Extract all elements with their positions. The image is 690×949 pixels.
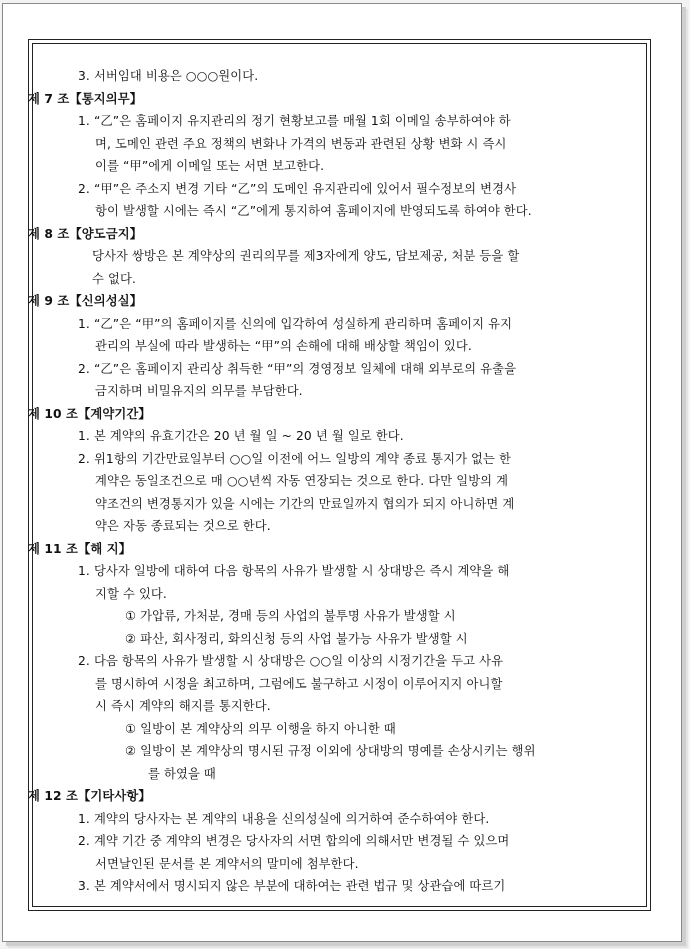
article7-item2-cont: 항이 발생할 시에는 즉시 “乙”에게 통지하여 홈페이지에 반영되도록 하여야 한다. (95, 204, 532, 218)
article10-item1: 1. 본 계약의 유효기간은 20 년 월 일 ~ 20 년 월 일로 한다. (78, 429, 404, 443)
article12-heading: 제 12 조【기타사항】 (28, 789, 151, 803)
article7-item1-cont: 며, 도메인 관련 주요 정책의 변화나 가격의 변동과 관련된 상황 변화 시 즉시 (95, 136, 507, 151)
article11-item1-sub2: ② 파산, 회사정리, 화의신청 등의 사업 불가능 사유가 발생할 시 (125, 631, 468, 646)
article9-item2-cont: 금지하며 비밀유지의 의무를 부담한다. (95, 384, 303, 398)
article11-item2: 2. 다음 항목의 사유가 발생할 시 상대방은 ○○일 이상의 시정기간을 두고 사유 (78, 654, 504, 668)
article10-item2-cont: 계약은 동일조건으로 매 ○○년씩 자동 연장되는 것으로 한다. 다만 일방의 계 (95, 474, 509, 488)
article7-item2: 2. “甲”은 주소지 변경 기타 “乙”의 도메인 유지관리에 있어서 필수정보의 변경사 (78, 181, 517, 196)
article8-heading: 제 8 조【양도금지】 (28, 226, 143, 241)
article12-item1: 1. 계약의 당사자는 본 계약의 내용을 신의성실에 의거하여 준수하여야 한다. (78, 811, 490, 826)
article9-item1: 1. “乙”은 “甲”의 홈페이지를 신의에 입각하여 성실하게 관리하며 홈페이지 유지 (78, 316, 513, 331)
article8-body: 당사자 쌍방은 본 계약상의 권리의무를 제3자에게 양도, 담보제공, 처분 등을 할 (92, 249, 520, 263)
article7-item1: 1. “乙”은 홈페이지 유지관리의 정기 현황보고를 매월 1회 이메일 송부하여야 하 (78, 114, 511, 128)
article10-item2: 2. 위1항의 기간만료일부터 ○○일 이전에 어느 일방의 계약 종료 통지가 없는 한 (78, 451, 511, 466)
article9-heading: 제 9 조【신의성실】 (28, 294, 143, 308)
article7-heading: 제 7 조【통지의무】 (28, 91, 143, 106)
article12-item3: 3. 본 계약서에서 명시되지 않은 부분에 대하여는 관련 법규 및 상관습에 따르기 (78, 879, 506, 893)
article11-item2-cont: 를 명시하여 시정을 최고하며, 그럼에도 불구하고 시정이 이루어지지 아니할 (95, 676, 503, 691)
article9-item1-cont: 관리의 부실에 따라 발생하는 “甲”의 손해에 대해 배상할 책임이 있다. (95, 339, 472, 353)
article9-item2: 2. “乙”은 홈페이지 관리상 취득한 “甲”의 경영정보 일체에 대해 외부로의 유출을 (78, 361, 517, 376)
article11-item2-sub2-cont: 를 하였을 때 (148, 766, 216, 781)
article11-item1: 1. 당사자 일방에 대하여 다음 항목의 사유가 발생할 시 상대방은 즉시 계약을 해 (78, 564, 510, 578)
article11-item2-sub1: ① 일방이 본 계약상의 의무 이행을 하지 아니한 때 (125, 721, 396, 736)
article12-item2: 2. 계약 기간 중 계약의 변경은 당사자의 서면 합의에 의해서만 변경될 수 있으며 (78, 834, 510, 848)
article11-item1-sub1: ① 가압류, 가처분, 경매 등의 사업의 불투명 사유가 발생할 시 (125, 609, 456, 623)
article8-body-cont: 수 없다. (92, 271, 136, 286)
article11-heading: 제 11 조【해 지】 (28, 541, 132, 556)
article10-heading: 제 10 조【계약기간】 (28, 406, 151, 421)
article11-item2-cont: 시 즉시 계약의 해지를 통지한다. (95, 699, 271, 713)
article11-item1-cont: 지할 수 있다. (95, 586, 167, 601)
contract-text (28, 65, 640, 898)
article10-item2-cont: 약조건의 변경통지가 있을 시에는 기간의 만료일까지 협의가 되지 아니하면 계 (95, 496, 515, 511)
article11-item2-sub2: ② 일방이 본 계약상의 명시된 규정 이외에 상대방의 명예를 손상시키는 행위 (125, 744, 536, 758)
article6-item3: 3. 서버임대 비용은 ○○○원이다. (78, 69, 259, 83)
article12-item2-cont: 서면날인된 문서를 본 계약서의 말미에 첨부한다. (95, 856, 359, 871)
article10-item2-cont: 약은 자동 종료되는 것으로 한다. (95, 519, 271, 533)
article7-item1-cont: 이를 “甲”에게 이메일 또는 서면 보고한다. (95, 159, 325, 173)
